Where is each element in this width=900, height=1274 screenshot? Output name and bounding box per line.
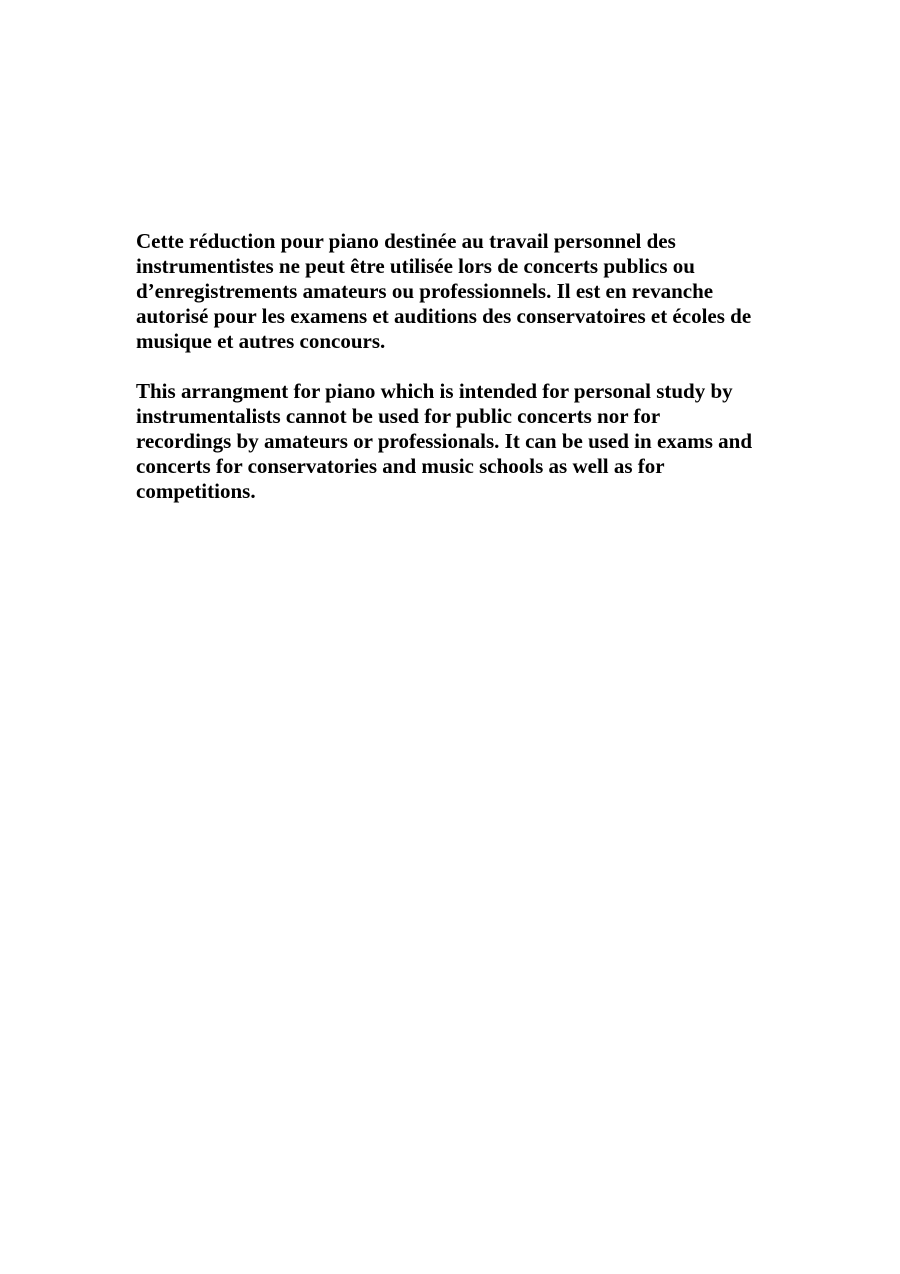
notice-line: competitions.: [136, 479, 256, 503]
notice-line: musique et autres concours.: [136, 329, 386, 353]
notice-line: Cette réduction pour piano destinée au travail personnel des: [136, 229, 676, 253]
notice-paragraph-english: [136, 379, 776, 504]
notice-line: d’enregistrements amateurs ou professionnels. Il est en revanche: [136, 279, 714, 303]
notice-line: instrumentalists cannot be used for public concerts nor for: [136, 404, 661, 428]
notice-line: autorisé pour les examens et auditions des conservatoires et écoles de: [136, 304, 752, 328]
notice-line: recordings by amateurs or professionals. It can be used in exams and: [136, 429, 753, 453]
copyright-notice: [136, 229, 776, 504]
paragraph-spacer: [136, 354, 776, 379]
notice-line: instrumentistes ne peut être utilisée lors de concerts publics ou: [136, 254, 695, 278]
notice-line: This arrangment for piano which is intended for personal study by: [136, 379, 733, 403]
notice-line: concerts for conservatories and music schools as well as for: [136, 454, 665, 478]
notice-paragraph-french: [136, 229, 776, 354]
